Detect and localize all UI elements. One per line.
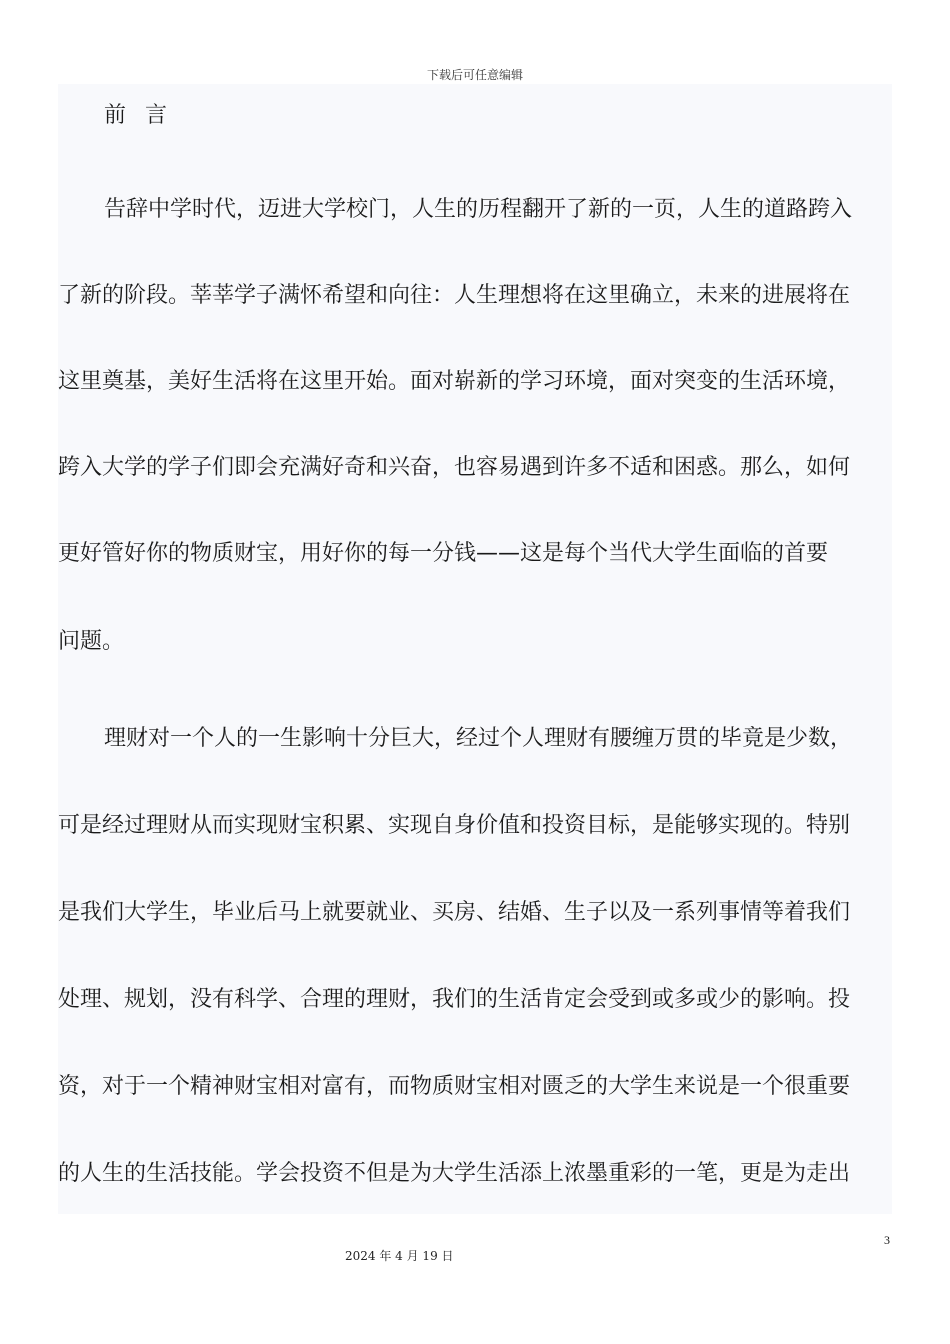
paragraph-2-line-6: 的人生的生活技能。学会投资不但是为大学生活添上浓墨重彩的一笔，更是为走出: [58, 1161, 851, 1186]
footer-date: 2024 年 4 月 19 日: [345, 1249, 454, 1263]
paragraph-2-line-4: 处理、规划，没有科学、合理的理财，我们的生活肯定会受到或多或少的影响。投: [58, 987, 851, 1012]
paragraph-1-line-1: 告辞中学时代，迈进大学校门，人生的历程翻开了新的一页，人生的道路跨入: [104, 197, 853, 222]
paragraph-1-line-3: 这里奠基，美好生活将在这里开始。面对崭新的学习环境，面对突变的生活环境，: [58, 369, 851, 394]
page-header-note: 下载后可任意编辑: [426, 68, 523, 82]
paragraph-2-line-1: 理财对一个人的一生影响十分巨大，经过个人理财有腰缠万贯的毕竟是少数，: [104, 726, 853, 751]
paragraph-2-line-2: 可是经过理财从而实现财宝积累、实现自身价值和投资目标，是能够实现的。特别: [58, 813, 851, 838]
paragraph-2-line-5: 资，对于一个精神财宝相对富有，而物质财宝相对匮乏的大学生来说是一个很重要: [58, 1074, 851, 1099]
paragraph-1-line-4: 跨入大学的学子们即会充满好奇和兴奋，也容易遇到许多不适和困惑。那么，如何: [58, 455, 851, 480]
page-number: 3: [884, 1233, 890, 1247]
paragraph-1-line-6: 问题。: [58, 629, 125, 654]
document-title: 前 言: [104, 103, 173, 128]
paragraph-1-line-2: 了新的阶段。莘莘学子满怀希望和向往：人生理想将在这里确立，未来的进展将在: [58, 283, 851, 308]
document-body: [58, 84, 892, 1214]
paragraph-1-line-5: 更好管好你的物质财宝，用好你的每一分钱——这是每个当代大学生面临的首要: [58, 541, 829, 566]
paragraph-2-line-3: 是我们大学生，毕业后马上就要就业、买房、结婚、生子以及一系列事情等着我们: [58, 900, 851, 925]
